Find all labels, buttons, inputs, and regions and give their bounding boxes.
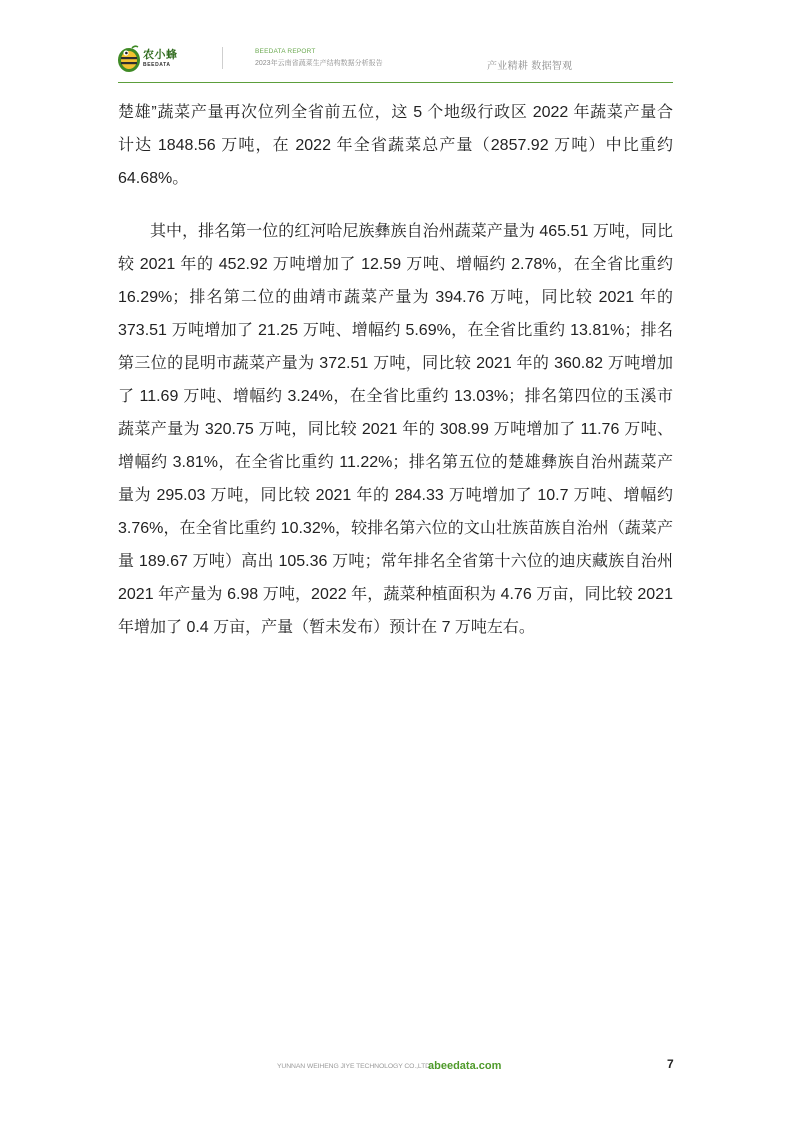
text-line: 第三位的昆明市蔬菜产量为 372.51 万吨，同比较 2021 年的 360.82 万吨增加 (118, 355, 673, 372)
page-number: 7 (667, 1057, 674, 1071)
text-line: 计达 1848.56 万吨，在 2022 年全省蔬菜总产量（2857.92 万吨）中比重约 (118, 137, 673, 154)
paragraph (118, 96, 673, 195)
header-divider (222, 47, 223, 69)
text-line: 2021 年产量为 6.98 万吨，2022 年，蔬菜种植面积为 4.76 万亩，同比较 2021 (118, 586, 673, 603)
text-line: 了 11.69 万吨、增幅约 3.24%，在全省比重约 13.03%；排名第四位的玉溪市 (118, 388, 673, 405)
brand-subtitle: BEEDATA (143, 62, 171, 68)
text-line: 3.76%，在全省比重约 10.32%，较排名第六位的文山壮族苗族自治州（蔬菜产 (118, 520, 673, 537)
text-line: 其中，排名第一位的红河哈尼族彝族自治州蔬菜产量为 465.51 万吨，同比 (150, 223, 673, 240)
header-rule (118, 82, 673, 83)
footer-company: YUNNAN WEIHENG JIYE TECHNOLOGY CO.,LTD. (277, 1063, 432, 1070)
text-line: 16.29%；排名第二位的曲靖市蔬菜产量为 394.76 万吨，同比较 2021 年的 (118, 289, 673, 306)
footer-website-link[interactable]: abeedata.com (428, 1060, 502, 1072)
report-title: 2023年云南省蔬菜生产结构数据分析报告 (255, 60, 383, 67)
text-line: 较 2021 年的 452.92 万吨增加了 12.59 万吨、增幅约 2.78%，在全省比重约 (118, 256, 673, 273)
paragraph (118, 215, 673, 644)
text-line: 373.51 万吨增加了 21.25 万吨、增幅约 5.69%，在全省比重约 13.81%；排名 (118, 322, 673, 339)
bee-icon (116, 45, 142, 73)
text-line: 量 189.67 万吨）高出 105.36 万吨；常年排名全省第十六位的迪庆藏族自治州 (118, 553, 673, 570)
text-line: 增幅约 3.81%，在全省比重约 11.22%；排名第五位的楚雄彝族自治州蔬菜产 (118, 454, 673, 471)
text-line: 量为 295.03 万吨，同比较 2021 年的 284.33 万吨增加了 10.7 万吨、增幅约 (118, 487, 673, 504)
text-line: 楚雄”蔬菜产量再次位列全省前五位，这 5 个地级行政区 2022 年蔬菜产量合 (118, 104, 673, 121)
text-line: 年增加了 0.4 万亩，产量（暂未发布）预计在 7 万吨左右。 (118, 619, 535, 636)
document-body (118, 96, 673, 644)
report-label: BEEDATA REPORT (255, 48, 316, 55)
text-line: 64.68%。 (118, 170, 189, 187)
header-slogan: 产业精耕 数据智观 (487, 61, 573, 72)
brand-name: 农小蜂 (143, 49, 178, 61)
text-line: 蔬菜产量为 320.75 万吨，同比较 2021 年的 308.99 万吨增加了 11.76 万吨、 (118, 421, 673, 438)
